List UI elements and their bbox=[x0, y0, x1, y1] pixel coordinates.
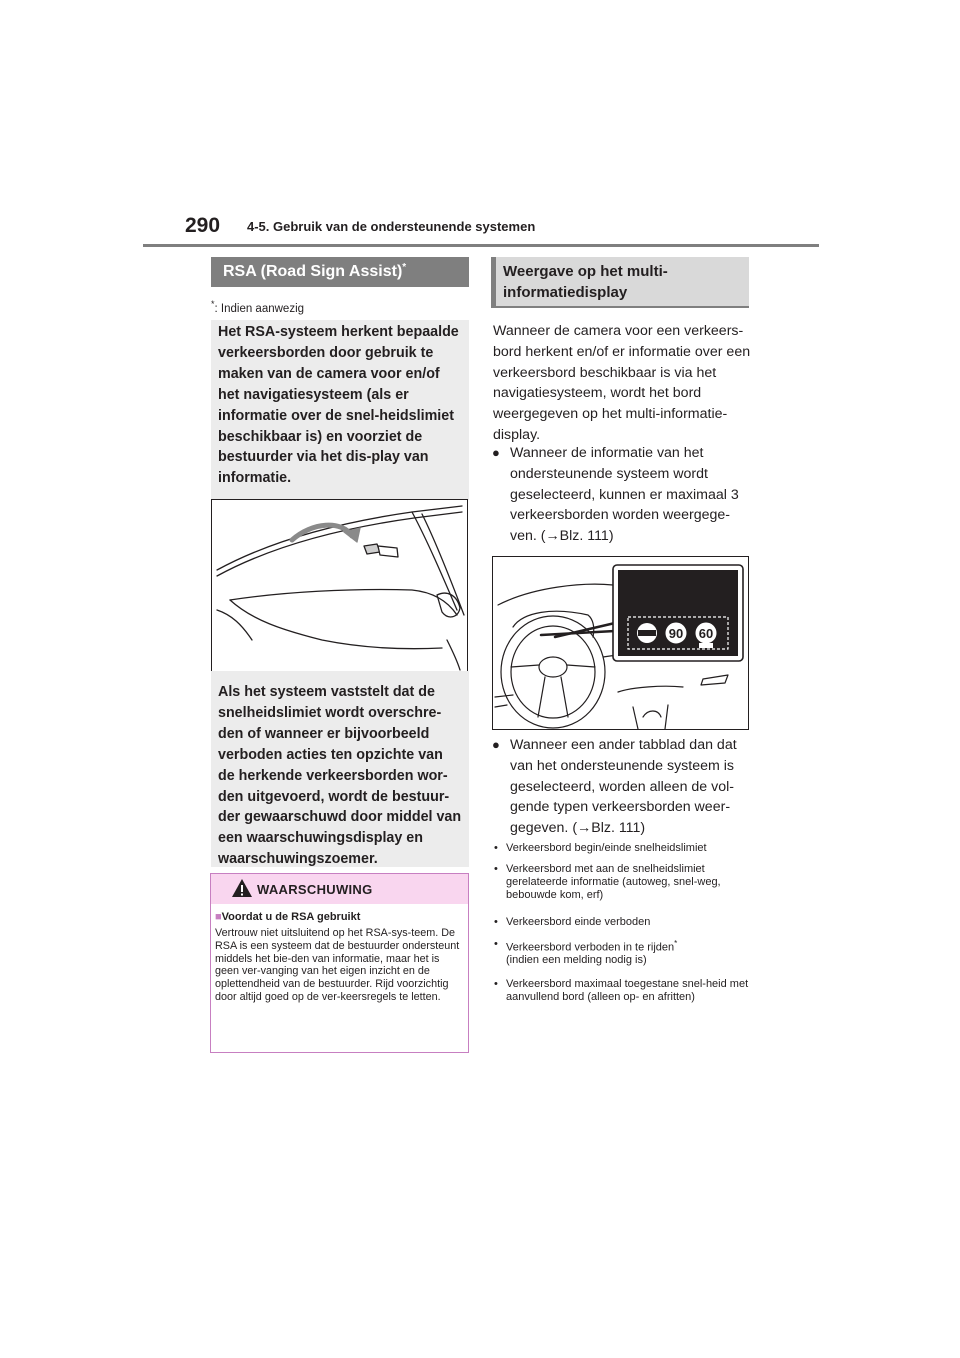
rsa-section-title: RSA (Road Sign Assist)* bbox=[211, 257, 469, 287]
speed-sign-90: 90 bbox=[668, 626, 684, 641]
list-item: • Verkeersbord einde verboden bbox=[494, 916, 651, 928]
list-item: • Verkeersbord verboden in te rijden* (indien een melding nodig is) bbox=[494, 938, 678, 967]
chapter-title: 4-5. Gebruik van de ondersteunende systemen bbox=[247, 219, 536, 234]
header-divider bbox=[143, 244, 819, 247]
overspeed-text: Als het systeem vaststelt dat de snelheidslimiet wordt overschre-den of wanneer er bijvoorbeeld verboden acties ten opzichte van de herkende verkeersborden wor-den uitgevoerd, wordt de bestuur-der gewaarschuwd door middel van een waarschuwingsdisplay en waarschuwingszoemer. bbox=[218, 684, 462, 868]
warning-triangle-icon bbox=[231, 878, 253, 903]
caution-title: WAARSCHUWING bbox=[257, 882, 373, 897]
list-item: • Verkeersbord maximaal toegestane snel-heid met aanvullend bord (alleen op- en afritten) bbox=[494, 978, 749, 1003]
display-section-rule bbox=[491, 306, 749, 308]
caution-body: Vertrouw niet uitsluitend op het RSA-sys-teem. De RSA is een systeem dat de bestuurder ondersteunt middels het bie-den van informatie, maar het is geen ver-vanging van het eigen inzicht en de oplettendheid van de bestuurder. Rijd voorzichtig door altijd goed op de ver-keersregels te letten. bbox=[215, 927, 460, 1003]
bullet-other-tab: ● Wanneer een ander tabblad dan dat van het ondersteunende systeem is geselecteerd, worden alleen de vol-gende typen verkeersborden weer-gegeven. (→Blz. 111) bbox=[492, 737, 737, 837]
page-number: 290 bbox=[185, 214, 221, 237]
caution-subtitle: ■Voordat u de RSA gebruikt bbox=[215, 911, 361, 923]
intro-text: Het RSA-systeem herkent bepaalde verkeersborden door gebruik te maken van de camera voor en/of het navigatiesysteem (als er informatie over de snel-heidslimiet beschikbaar is) en voorziet de bestuurder via het dis-play van informatie. bbox=[218, 324, 459, 487]
footnote: *: Indien aanwezig bbox=[211, 299, 305, 315]
display-section-title: Weergave op het multi-informatiedisplay bbox=[503, 263, 668, 301]
bullet-three-signs: ● Wanneer de informatie van het ondersteunende systeem wordt geselecteerd, kunnen er maximaal 3 verkeersborden worden weergege-ven. (→Blz. 111) bbox=[492, 445, 739, 545]
dashboard-display-illustration bbox=[492, 556, 749, 730]
list-item: • Verkeersbord met aan de snelheidslimiet gerelateerde informatie (autoweg, snel-weg, bebouwde kom, erf) bbox=[494, 863, 721, 901]
display-intro-paragraph: Wanneer de camera voor een verkeers-bord herkent en/of er informatie over een verkeersbord beschikbaar is via het navigatiesysteem, wordt het bord weergegeven op het multi-informatie-display. bbox=[493, 323, 751, 443]
speed-sign-60: 60 bbox=[698, 626, 714, 641]
windshield-camera-illustration bbox=[211, 499, 468, 672]
list-item: • Verkeersbord begin/einde snelheidslimiet bbox=[494, 842, 707, 854]
